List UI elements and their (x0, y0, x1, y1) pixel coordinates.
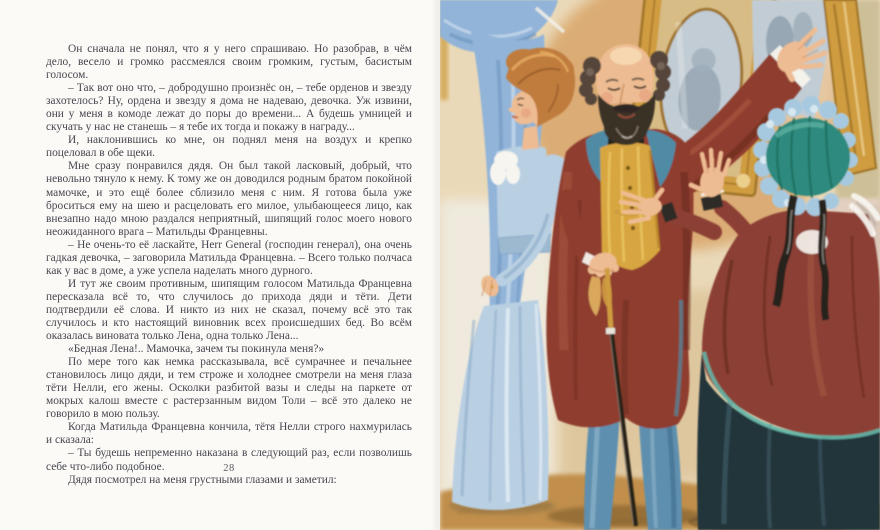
paragraph: И, наклонившись ко мне, он поднял меня на воздух и крепко поцеловал в обе щеки. (46, 134, 412, 160)
right-page-illustration (440, 0, 880, 530)
paragraph: – Ты будешь непременно наказана в следующий раз, если позволишь себе что-либо подобное. (46, 447, 412, 473)
watercolor-illustration (440, 0, 880, 530)
story-text (46, 43, 412, 487)
paragraph: И тут же своим противным, шипящим голосом Матильда Францевна пересказала всё то, что случилось до прихода дяди и тёти. Дети подтвердили её слова. И никто из них не сказал, почему всё это так случилось и кто настоящий виновник всех происшедших бед. Во всём оказалась виновата только Лена, одна только Лена... (46, 277, 412, 343)
paragraph: По мере того как немка рассказывала, всё сумрачнее и печальнее становилось лицо дяди, и тем строже и холоднее смотрели на меня глаза тёти Нелли, его жены. Осколки разбитой вазы и следы на паркете от мокрых калош вместе с растерзанным видом Толи – всё это далеко не говорило в мою пользу. (46, 356, 412, 421)
paragraph: – Так вот оно что, – добродушно произнёс он, – тебе орденов и звезду захотелось? Ну, ордена и звезду я дома не надеваю, девочка. Уж извини, они у меня в комоде лежат до поры до времени... А будешь умницей и скучать у нас не станешь – я тебе их тогда и покажу в награду... (46, 82, 412, 134)
paragraph: «Бедная Лена!.. Мамочка, зачем ты покинула меня?» (68, 343, 325, 356)
paragraph: Когда Матильда Францевна кончила, тётя Нелли строго нахмурилась и сказала: (46, 421, 412, 447)
page-number: 28 (223, 463, 235, 474)
paragraph: Он сначала не понял, что я у него спрашиваю. Но разобрав, в чём дело, весело и громко рассмеялся своим громким, густым, басистым голосом. (46, 43, 412, 82)
paragraph: Мне сразу понравился дядя. Он был такой ласковый, добрый, что невольно тянуло к нему. К тому же он доводился родным братом покойной мамочке, и это ещё более сблизило меня с ним. Я готова была уже броситься ему на шею и расцеловать его милое, улыбающееся лицо, как внезапно надо мною раздался неприятный, шипящий голос моего нового неожиданного врага – Матильды Францевны. (46, 160, 412, 238)
paragraph: – Не очень-то её ласкайте, Herr General (господин генерал), она очень гадкая девочка, – заговорила Матильда Францевна. – Всего только полчаса как у вас в доме, а уже успела наделать много дурного. (46, 238, 412, 277)
paragraph: Дядя посмотрел на меня грустными глазами и заметил: (68, 473, 337, 486)
